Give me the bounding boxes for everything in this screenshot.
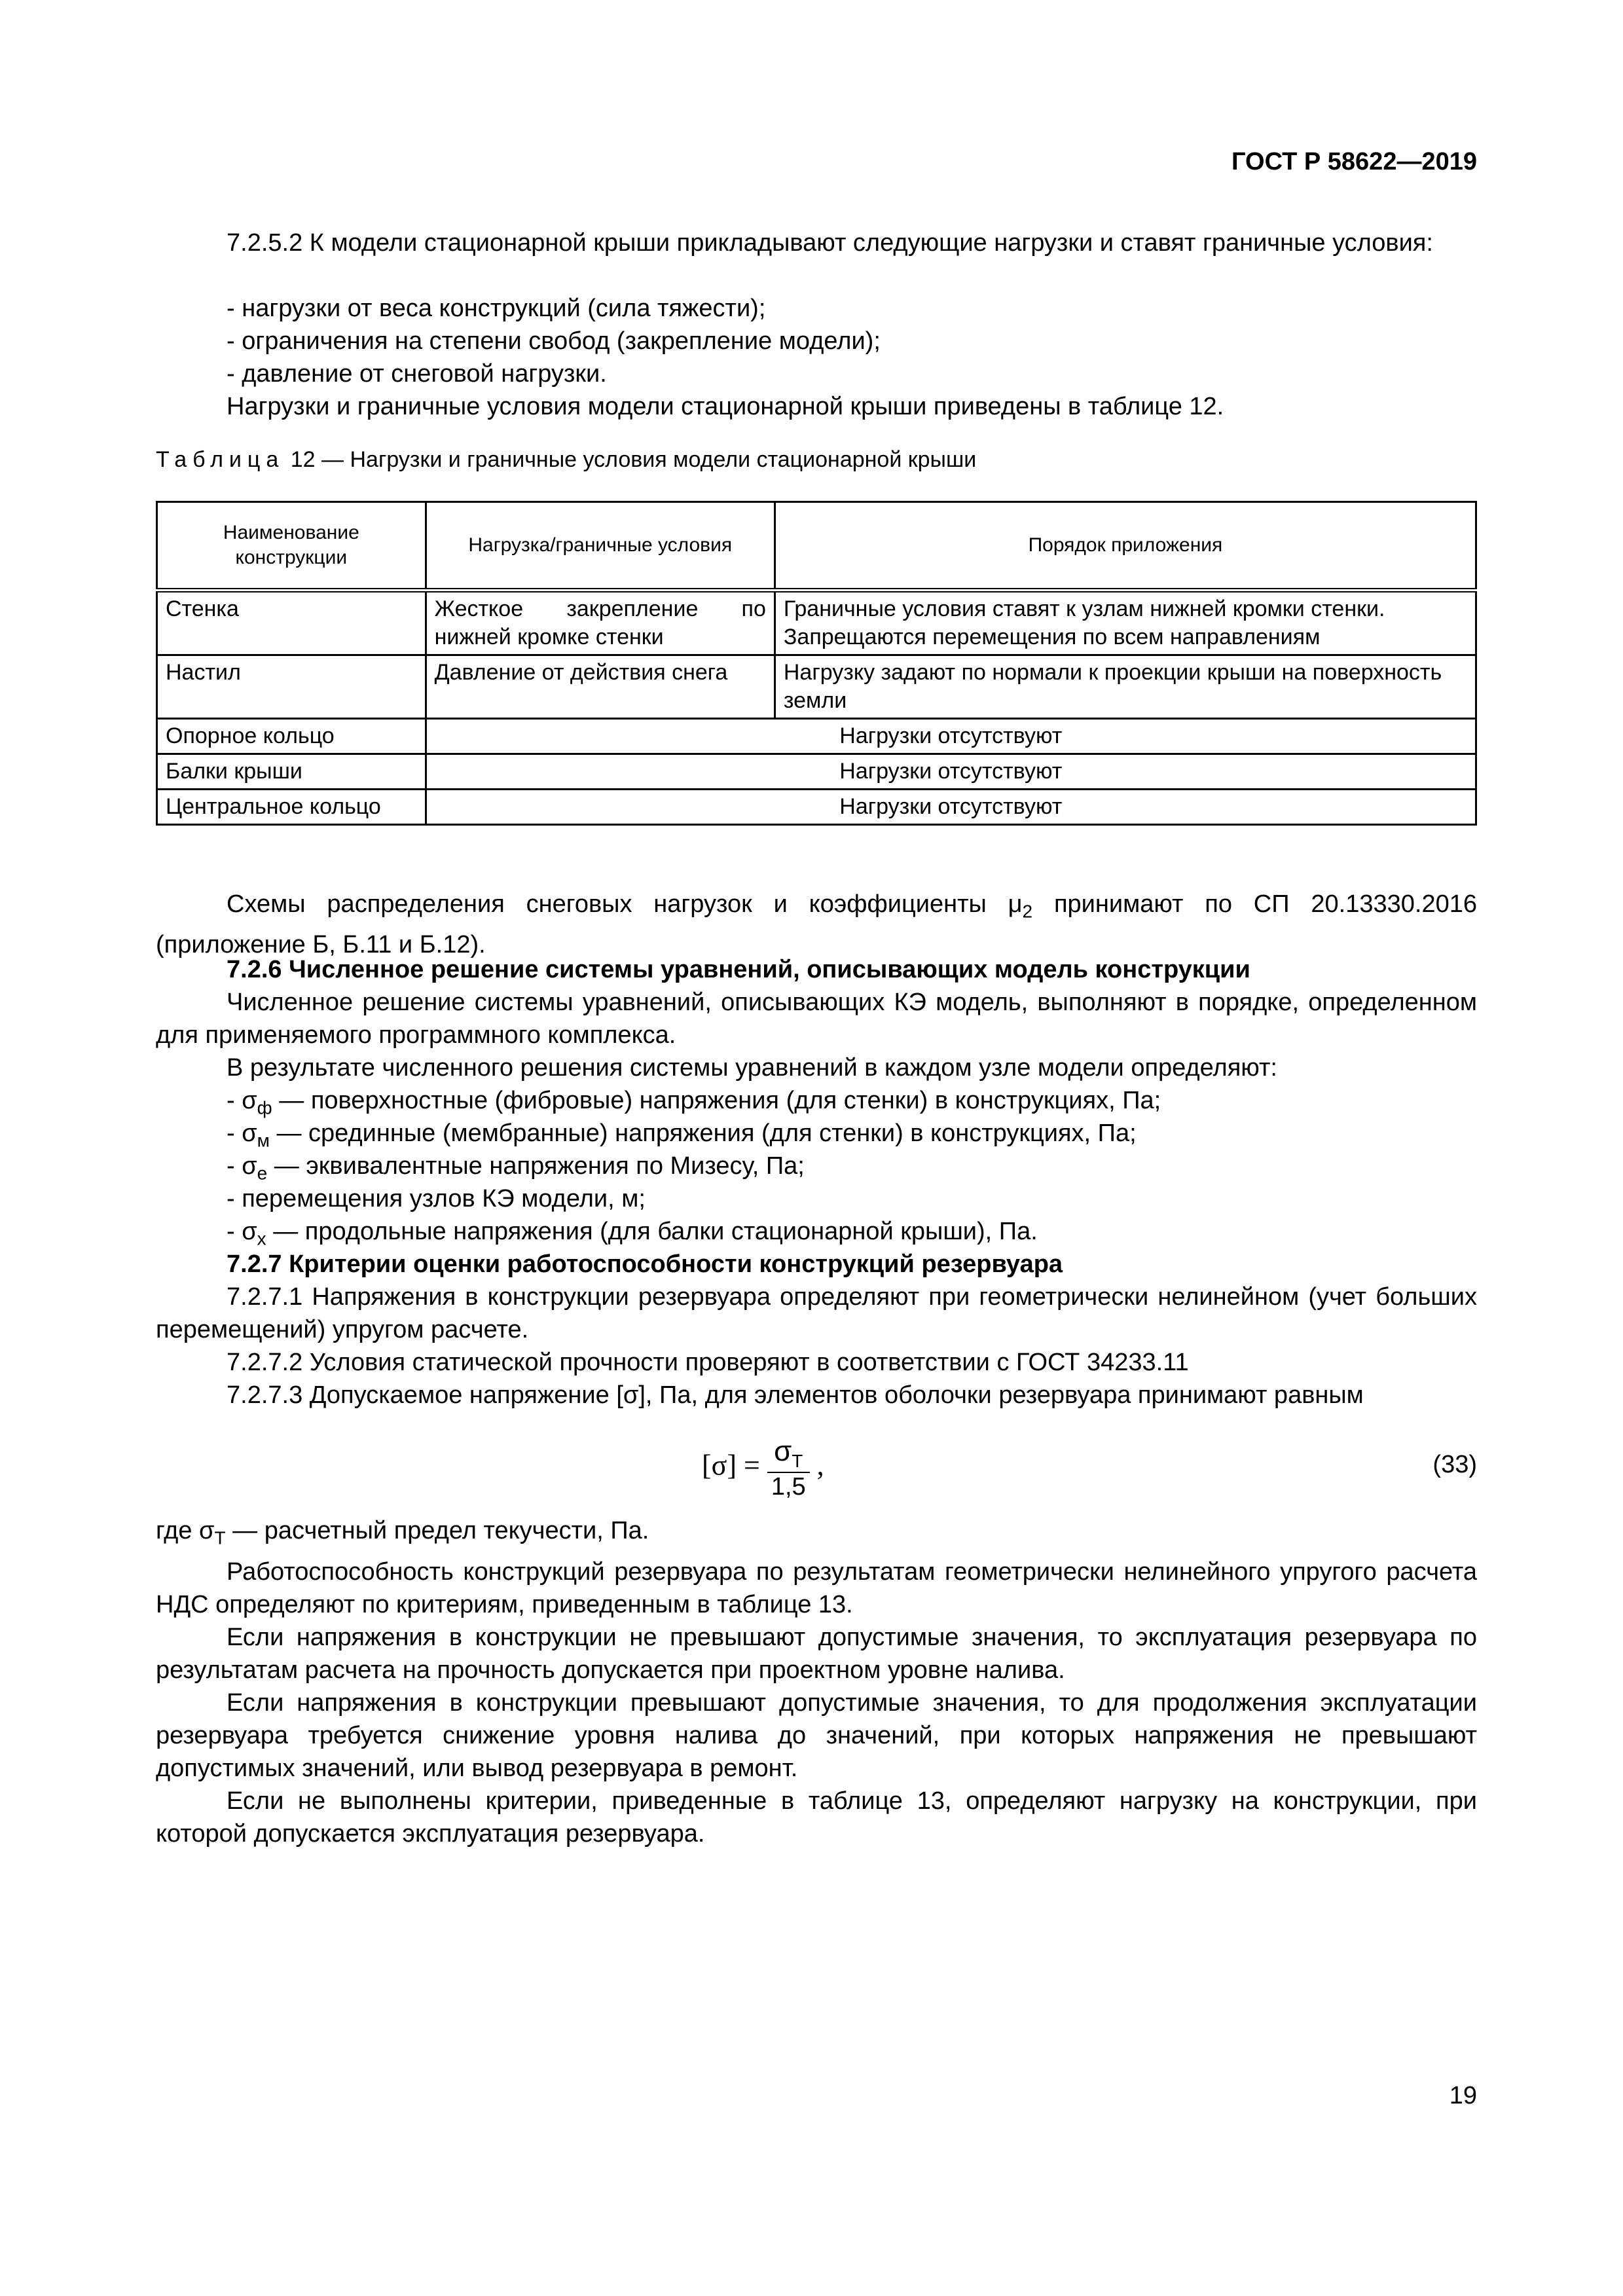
paragraph-snow-loads: Схемы распределения снеговых нагрузок и коэффициенты $\mu_2$ принимают по СП 20.13330.2016 (приложение Б, Б.11 и Б.12). (156, 890, 1477, 958)
formula-where: где $\sigma_Т$ — расчетный предел текучести, Па. (156, 1517, 649, 1548)
table-row (157, 655, 1476, 719)
formula-numerator: $\sigma_Т$ (767, 1435, 810, 1473)
table-caption-label: Таблица (156, 447, 285, 472)
paragraph: Работоспособность конструкций резервуара по результатам геометрически нелинейного упругого расчета НДС определяют по критериям, приведенным в таблице 13. (156, 1558, 1477, 1618)
list-item: - $\sigma_ф$ — поверхностные (фибровые) напряжения (для стенки) в конструкциях, Па; (227, 1087, 1161, 1118)
formula-33 (702, 1435, 824, 1501)
list-item: - ограничения на степени свобод (закрепление модели); (227, 327, 881, 355)
equation-number: (33) (1432, 1451, 1477, 1478)
table-row (157, 790, 1476, 825)
table-cell-merged: Нагрузки отсутствуют (426, 754, 1476, 790)
table-row (157, 719, 1476, 754)
table-header-row (157, 502, 1476, 591)
list-item: - $\sigma_x$ — продольные напряжения (для балки стационарной крыши), Па. (227, 1218, 1038, 1249)
table-caption-text: 12 — Нагрузки и граничные условия модели стационарной крыши (290, 447, 977, 472)
table-cell: Балки крыши (157, 754, 426, 790)
table-cell: Центральное кольцо (157, 790, 426, 825)
table-cell-merged: Нагрузки отсутствуют (426, 790, 1476, 825)
paragraph: В результате численного решения системы уравнений в каждом узле модели определяют: (227, 1054, 1277, 1082)
table-cell: Опорное кольцо (157, 719, 426, 754)
table-caption (156, 445, 976, 474)
formula-fraction (767, 1435, 810, 1501)
list-item: - давление от снеговой нагрузки. (227, 360, 607, 388)
header-cell: Нагрузка/граничные условия (426, 502, 775, 591)
table-cell: Жесткое закрепление по нижней кромке стенки (426, 591, 775, 655)
header-cell: Порядок приложения (775, 502, 1476, 591)
formula-tail: , (816, 1449, 824, 1482)
list-item: - $\sigma_м$ — срединные (мембранные) напряжения (для стенки) в конструкциях, Па; (227, 1120, 1137, 1151)
paragraph: 7.2.7.2 Условия статической прочности проверяют в соответствии с ГОСТ 34233.11 (227, 1349, 1189, 1376)
table-row (157, 591, 1476, 655)
paragraph: Если напряжения в конструкции превышают допустимые значения, то для продолжения эксплуатации резервуара требуется снижение уровня налива до значений, при которых напряжения не превышают допустимых значений, или вывод резервуара в ремонт. (156, 1689, 1477, 1782)
formula-lhs: [σ] = (702, 1449, 760, 1482)
section-title-7-2-6: 7.2.6 Численное решение системы уравнений, описывающих модель конструкции (227, 956, 1250, 983)
document-header: ГОСТ Р 58622—2019 (1231, 148, 1477, 175)
table-cell: Граничные условия ставят к узлам нижней кромки стенки. Запрещаются перемещения по всем направлениям (775, 591, 1476, 655)
table-row (157, 754, 1476, 790)
table-reference: Нагрузки и граничные условия модели стационарной крыши приведены в таблице 12. (227, 393, 1224, 420)
paragraph: Если напряжения в конструкции не превышают допустимые значения, то эксплуатация резервуара по результатам расчета на прочность допускается при проектном уровне налива. (156, 1624, 1477, 1684)
paragraph: Если не выполнены критерии, приведенные в таблице 13, определяют нагрузку на конструкции, при которой допускается эксплуатация резервуара. (156, 1787, 1477, 1848)
list-item: - нагрузки от веса конструкций (сила тяжести); (227, 295, 766, 322)
table-cell: Нагрузку задают по нормали к проекции крыши на поверхность земли (775, 655, 1476, 719)
table-cell-merged: Нагрузки отсутствуют (426, 719, 1476, 754)
table-cell: Стенка (157, 591, 426, 655)
paragraph-7-2-5-2: 7.2.5.2 К модели стационарной крыши прикладывают следующие нагрузки и ставят граничные условия: (227, 229, 1433, 257)
page-number: 19 (1449, 2082, 1477, 2109)
table-12 (156, 501, 1477, 826)
header-cell: Наименование конструкции (157, 502, 426, 591)
paragraph: 7.2.7.3 Допускаемое напряжение [σ], Па, для элементов оболочки резервуара принимают равным (227, 1381, 1364, 1409)
paragraph: Численное решение системы уравнений, описывающих КЭ модель, выполняют в порядке, определенном для применяемого программного комплекса. (156, 989, 1477, 1049)
table-cell: Давление от действия снега (426, 655, 775, 719)
list-item: - перемещения узлов КЭ модели, м; (227, 1185, 646, 1212)
formula-denominator: 1,5 (771, 1472, 806, 1501)
list-item: - $\sigma_е$ — эквивалентные напряжения по Мизесу, Па; (227, 1152, 805, 1184)
section-title-7-2-7: 7.2.7 Критерии оценки работоспособности конструкций резервуара (227, 1250, 1063, 1278)
paragraph: 7.2.7.1 Напряжения в конструкции резервуара определяют при геометрически нелинейном (учет больших перемещений) упругом расчете. (156, 1283, 1477, 1343)
table-cell: Настил (157, 655, 426, 719)
